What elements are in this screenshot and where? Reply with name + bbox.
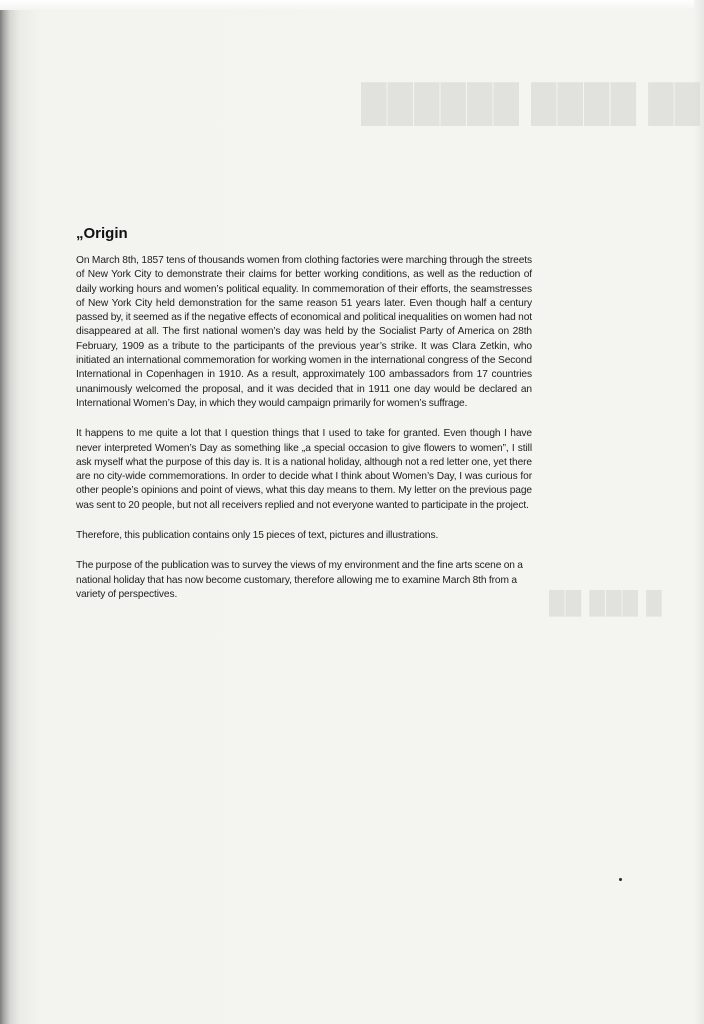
paragraph-contents: Therefore, this publication contains only 15 pieces of text, pictures and illustrations. [76,530,439,542]
paragraph-history: On March 8th, 1857 tens of thousands women from clothing factories were marching through the streets of New York City to demonstrate their claims for better working conditions, as well as the reduction of daily working hours and women’s political equality. In commemoration of their efforts, the seamstresses of New York City held demonstration for the same reason 51 years later. Even though half a century passed by, it seemed as if the negative effects of economical and political inequalities on women had not disappeared at all. The first national women’s day was held by the Socialist Party of America on 28th February, 1909 as a tribute to the participants of the previous year’s strike. It was Clara Zetkin, who initiated an international commemoration for working women in the international congress of the Second International in Copenhagen in 1910. As a result, approximately 100 ambassadors from 17 countries unanimously welcomed the proposal, and it was decided that in 1911 one day would be declared an International Women’s Day, in which they would campaign primarily for women’s suffrage. [76,255,532,409]
paragraph-motivation: It happens to me quite a lot that I question things that I used to take for granted. Even though I have never interpreted Women’s Day as something like „a special occasion to give flowers to women”, I still ask myself what the purpose of this day is. It is a national holiday, although not a red letter one, yet there are no city-wide commemorations. In order to decide what I think about Women’s Day, I was curious for other people’s opinions and point of views, what this day means to them. My letter on the previous page was sent to 20 people, but not all receivers replied and not everyone wanted to participate in the project. [76,428,532,511]
page-right-edge [694,0,704,1024]
section-heading: „Origin [76,225,128,242]
show-through-text: █ ███ ██ [548,590,662,615]
paragraph-purpose: The purpose of the publication was to survey the views of my environment and the fine arts scene on a national holiday that has now become customary, therefore allowing me to examine March 8th from a variety of perspectives. [76,560,523,600]
show-through-heading: ██ ████ ██████ [360,82,701,123]
page-top-edge [0,0,704,10]
ink-speck [619,878,622,881]
article [76,224,532,618]
